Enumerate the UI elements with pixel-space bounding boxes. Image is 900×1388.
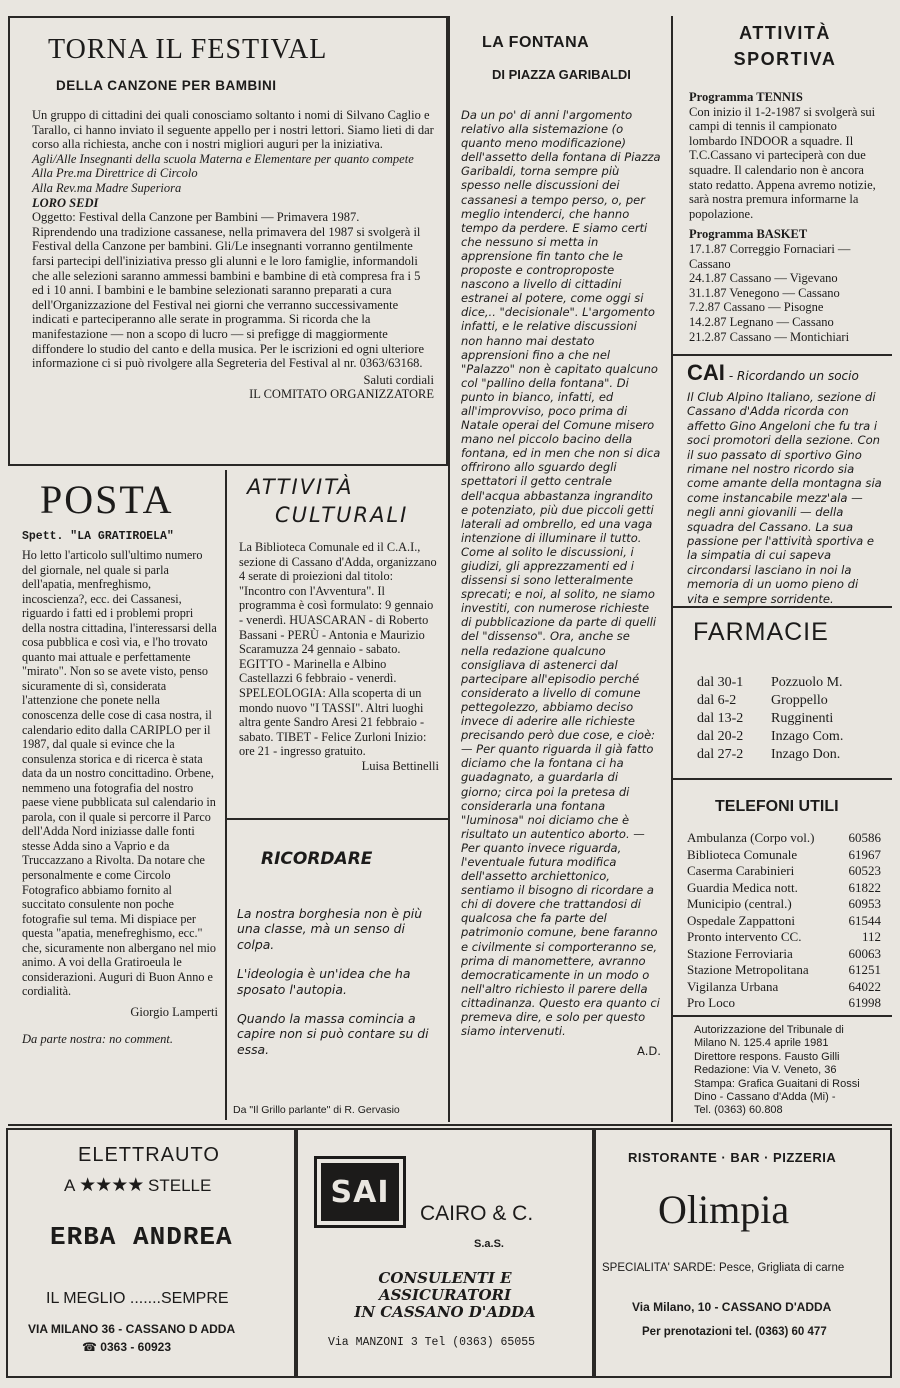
fontana-signature: A.D.	[636, 1044, 661, 1059]
elettrauto-stars-line: A ★★★★ STELLE	[64, 1175, 212, 1196]
festival-intro: Un gruppo di cittadini dei quali conosciamo soltanto i nomi di Silvano Caglio e Tarallo, ci hanno inviato il seguente appello per i nostri lettori. Siamo lieti di dar corso alla richiesta, anche con i nostri migliori auguri per la iniziativa.	[32, 108, 434, 152]
colophon-line: Redazione: Via V. Veneto, 36	[694, 1064, 837, 1077]
sai-logo: SAI	[314, 1156, 406, 1228]
farmacie-row: dal 6-2 Groppello	[697, 693, 828, 708]
farmacie-row: dal 20-2 Inzago Com.	[697, 729, 844, 744]
cai-section	[675, 358, 890, 606]
ad-elettrauto	[6, 1128, 296, 1378]
telefoni-row: Municipio (central.) 60953	[687, 896, 881, 911]
telefoni-title: TELEFONI UTILI	[715, 798, 839, 815]
cultura-signature: Luisa Bettinelli	[361, 758, 439, 773]
section-rule	[8, 1124, 892, 1126]
olimpia-specialty: SPECIALITA' SARDE: Pesce, Grigliata di carne	[602, 1262, 845, 1274]
festival-article	[8, 16, 448, 466]
basket-match: 24.1.87 Cassano — Vigevano	[689, 271, 838, 286]
posta-signature: Giorgio Lamperti	[130, 1004, 218, 1019]
fontana-title: LA FONTANA	[482, 34, 590, 51]
festival-title: TORNA IL FESTIVAL	[48, 34, 328, 65]
ad-olimpia	[594, 1128, 892, 1378]
elettrauto-name: ERBA ANDREA	[50, 1222, 233, 1252]
cultura-body: La Biblioteca Comunale ed il C.A.I., sezione di Cassano d'Adda, organizzano 4 serate di proiezioni dal titolo: "Incontro con l'Avventura". Il programma è così formulato: 9 gennaio - venerdì. HUASCARAN - di Roberto Bassani - PERÙ - Antonia e Maurizio Scaramuzza 24 gennaio - sabato. EGITTO - Marinella e Albino Castellazzi 6 febbraio - venerdì. SPELEOLOGIA: Alla scoperta di un mondo nuovo "I TASSI". Altri luoghi altra gente Sandro Aresi 21 febbraio - sabato. TIBET - Felice Zurloni Inizio: ore 21 - ingresso gratuito.	[239, 540, 437, 759]
olimpia-booking: Per prenotazioni tel. (0363) 60 477	[642, 1326, 827, 1338]
olimpia-type: RISTORANTE · BAR · PIZZERIA	[628, 1150, 837, 1165]
festival-addressee: LORO SEDI	[32, 195, 99, 210]
column-rule	[448, 16, 450, 1122]
ricordare-title: RICORDARE	[261, 849, 373, 869]
festival-body: Riprendendo una tradizione cassanese, nella primavera del 1987 si svolgerà il Festival della Canzone per bambini. Gli/Le insegnanti vorranno gentilmente farsi partecipi dell'iniziativa presso gli alunni e le loro famiglie, informandoli che alle selezioni saranno ammessi bambini e bambine di età compresa fra i 5 ed i 10 anni. I bambini e le bambine selezionati saranno preparati a cura dell'Organizzazione del Festival nei giorni che verranno successivamente indicati e parteciperanno alle serate in programma. Si ricorda che la manifestazione — non a scopo di lucro — si prefigge di maggiormente diffondere lo studio del canto e della musica. Per le iscrizioni ed ogni ulteriore informazione ci si può rivolgere alla Segreteria del Festival al nr. 0363/63168.	[32, 224, 425, 371]
basket-match: 14.2.87 Legnano — Cassano	[689, 314, 834, 329]
column-rule	[671, 16, 673, 1122]
section-rule	[672, 778, 892, 780]
basket-schedule	[689, 242, 887, 344]
sport-section	[675, 20, 890, 360]
column-rule	[225, 470, 227, 1120]
cultura-article	[229, 470, 445, 815]
posta-reply: Da parte nostra: no comment.	[22, 1031, 174, 1046]
festival-subject: Oggetto: Festival della Canzone per Bambini — Primavera 1987.	[32, 210, 360, 225]
posta-article	[10, 470, 222, 1120]
telefoni-row: Pronto intervento CC. 112	[687, 929, 881, 944]
telefoni-row: Vigilanza Urbana 64022	[687, 978, 881, 994]
telefoni-row: Stazione Ferroviaria 60063	[687, 945, 881, 961]
cultura-title-2: CULTURALI	[275, 503, 409, 527]
colophon-line: Stampa: Grafica Guaitani di Rossi	[694, 1077, 860, 1090]
phone-icon: ☎	[82, 1340, 97, 1354]
farmacie-row: dal 13-2 Rugginenti	[697, 711, 834, 726]
olimpia-name: Olimpia	[658, 1187, 790, 1232]
colophon-line: Tel. (0363) 60.808	[694, 1104, 783, 1117]
star-icon: ★★★★	[79, 1175, 144, 1196]
basket-heading: Programma BASKET	[689, 227, 808, 242]
farmacie-row: dal 30-1 Pozzuolo M.	[697, 675, 843, 690]
sai-name: CAIRO & C.	[420, 1202, 534, 1225]
posta-title: POSTA	[40, 477, 174, 522]
festival-addressee: Agli/Alle Insegnanti della scuola Materna e Elementare per quanto compete	[32, 151, 414, 166]
section-rule	[672, 354, 892, 356]
colophon	[694, 1024, 884, 1118]
ricordare-source: Da "Il Grillo parlante" di R. Gervasio	[233, 1104, 400, 1116]
farmacie-title: FARMACIE	[693, 618, 829, 646]
elettrauto-address: VIA MILANO 36 - CASSANO D ADDA	[28, 1322, 236, 1336]
sai-tagline: CONSULENTI E ASSICURATORI IN CASSANO D'ADDA	[354, 1269, 536, 1321]
cai-title: CAI	[687, 360, 725, 385]
section-rule	[226, 818, 448, 820]
colophon-line: Dino - Cassano d'Adda (Mi) -	[694, 1091, 836, 1104]
basket-match: 21.2.87 Cassano — Montichiari	[689, 329, 850, 344]
festival-addressee: Alla Pre.ma Direttrice di Circolo	[32, 166, 198, 181]
sai-sas: S.a.S.	[474, 1238, 504, 1250]
colophon-line: Milano N. 125.4 aprile 1981	[694, 1037, 829, 1050]
olimpia-address: Via Milano, 10 - CASSANO D'ADDA	[632, 1300, 832, 1314]
telefoni-row: Caserma Carabinieri 60523	[687, 863, 881, 878]
section-rule	[672, 1015, 892, 1017]
telefoni-section	[675, 782, 890, 1014]
farmacie-row: dal 27-2 Inzago Don.	[697, 747, 841, 762]
telefoni-row: Ospedale Zappattoni 61544	[687, 912, 881, 928]
elettrauto-phone: ☎ 0363 - 60923	[82, 1340, 172, 1354]
tennis-heading: Programma TENNIS	[689, 90, 803, 104]
basket-match: 17.1.87 Correggio Fornaciari — Cassano	[689, 241, 851, 271]
colophon-line: Autorizzazione del Tribunale di	[694, 1024, 844, 1036]
telefoni-row: Biblioteca Comunale 61967	[687, 846, 881, 862]
telefoni-row: Stazione Metropolitana 61251	[687, 962, 881, 977]
fontana-article	[452, 20, 666, 1120]
telefoni-row: Ambulanza (Corpo vol.) 60586	[687, 830, 881, 845]
section-rule	[672, 606, 892, 608]
fontana-subtitle: DI PIAZZA GARIBALDI	[492, 67, 631, 82]
colophon-line: Direttore respons. Fausto Gilli	[694, 1050, 840, 1063]
telefoni-list	[687, 830, 881, 1012]
telefoni-row: Pro Loco 61998	[687, 995, 881, 1010]
festival-addressee: Alla Rev.ma Madre Superiora	[32, 180, 182, 195]
ricordare-quote: Quando la massa comincia a capire non si può contare su di essa.	[237, 1011, 429, 1057]
cultura-title-1: ATTIVITÀ	[247, 475, 354, 499]
basket-match: 7.2.87 Cassano — Pisogne	[689, 300, 824, 315]
telefoni-row: Guardia Medica nott. 61822	[687, 879, 881, 895]
ricordare-quote: L'ideologia è un'idea che ha sposato l'autopia.	[237, 966, 411, 997]
basket-match: 31.1.87 Venegono — Cassano	[689, 285, 840, 300]
elettrauto-slogan: IL MEGLIO .......SEMPRE	[46, 1290, 229, 1307]
festival-closing: Saluti cordiali	[363, 372, 434, 387]
festival-signature: IL COMITATO ORGANIZZATORE	[249, 387, 434, 402]
ricordare-quote: La nostra borghesia non è più una classe, mà un senso di colpa.	[237, 906, 423, 952]
elettrauto-heading: ELETTRAUTO	[78, 1144, 220, 1166]
sport-title: ATTIVITÀ SPORTIVA	[733, 23, 837, 69]
farmacie-section	[675, 610, 890, 770]
sai-address: Via MANZONI 3 Tel (0363) 65055	[328, 1336, 536, 1349]
farmacie-list	[697, 674, 843, 764]
festival-subtitle: DELLA CANZONE PER BAMBINI	[56, 78, 277, 93]
cai-body: Il Club Alpino Italiano, sezione di Cassano d'Adda ricorda con affetto Gino Angeloni che fu tra i soci promotori della sezione. Con il suo passato di sportivo Gino rimane nel nostro ricordo sia come amante della montagna sia come instancabile mezz'ala — negli anni giovanili — della squadra del Cassano. La sua passione per l'attività sportiva e la simpatia di cui sapeva circondarsi lasciano in noi la memoria di un uomo pieno di vita e sempre sorridente.	[687, 390, 882, 606]
cai-subtitle: - Ricordando un socio	[728, 369, 859, 383]
tennis-body: Con inizio il 1-2-1987 si svolgerà sui campi di tennis il campionato lombardo INDOOR a squadre. Il T.C.Cassano vi parteciperà con due squadre. Il calendario non è ancora stato redatto. Appena avremo notizie, sarà nostra premura informarne la popolazione.	[689, 104, 876, 221]
posta-body: Ho letto l'articolo sull'ultimo numero del giornale, nel quale si parla dell'apatia, menfreghismo, incoscienza?, ecc. dei Cassanesi, riguardo i fatti ed i problemi propri della nostra cittadina, l'interessarsi della cosa pubblica e così via, e l'ho trovato quanto mai attuale e perfettamente "mirato". Non so se avete visto, penso sicuramente di sì, considerata l'attenzione che ponete nella conoscenza delle cose di casa nostra, il calendario edito dalla CARIPLO per il 1987, dal quale si evince che la consulenza storica e di ricerca è stata data da un nostro concittadino. Orbene, nemmeno una fotografia del nostro paese viene pubblicata sul calendario in parola, con il quale si percorre il Parco dell'Adda Nord iniziasse dalle fonti stesse Adda sino a Vaprio e da Truccazzano a Rivolta. Da notare che personalmente e come Circolo Fotografico abbiamo fornito al succitato consulente non poche fotografie sul tema. Mi dispiace per questa "apatia, menefreghismo, ecc." che, sicuramente non albergano nel mio animo. A voi della Gratiroeula le considerazioni. Auguri di Buon Anno e cordialità.	[22, 548, 217, 999]
posta-recipient: Spett. "LA GRATIROELA"	[22, 530, 174, 543]
ad-sai	[296, 1128, 594, 1378]
ricordare-section	[229, 822, 445, 1120]
fontana-body: Da un po' di anni l'argomento relativo alla sistemazione (o quanto meno modificazione) dell'assetto della fontana di Piazza Garibaldi, torna sempre più spesso nelle discussioni dei cassanesi a tempo perso, o, per meglio intenderci, che hanno tempo da perdere. E siamo certi che nessuno si metta in apprensione fin tanto che le proposte e controproposte nascono a livello di cittadini estranei al potere, come oggi si dice,.. "decisionale". L'argomento infatti, e le relative discussioni non hanno mai destato apprensioni fino a che nel "Palazzo" non è capitato qualcuno col "pallino della fontana". Di punto in bianco, infatti, ed all'improvviso, poco prima di Natale operai del Comune misero mano nel piccolo bacino della fontana, ed in men che non si dica offrirono allo sguardo degli spettatori il getto centrale dell'acqua abbastanza ingrandito e potenziato, più due piccoli getti laterali ad ombrello, ed una vaga intenzione di illuminare il tutto. Come al solito le discussioni, i giudizi, gli apprezzamenti ed i dissensi si sono letteralmente sprecati; e noi, al solito, ne siamo investiti, con numerose richieste di pubblicazione da parte di quelli del "dissenso". Ora, anche se nella redazione qualcuno consigliava di astenerci dal partecipare all'episodio perché considerato a livello di comune pettegolezzo, abbiamo deciso invece di aderire alle richieste precisando però due cose, e cioè: — Per quanto riguarda il già fatto diciamo che la fontana ci ha guadagnato, a guardarla di giorno; circa poi la pretesa di considerarla una fontana "luminosa" noi diciamo che è risultato un autentico aborto. — Per quanto invece riguarda, l'eventuale futura modifica dell'assetto archiettonico, sentiamo il bisogno di ricordare a chi di dovere che trattandosi di qualcosa che fa parte del patrimonio comune, bene faranno e civilmente si comporteranno se, prima di manomettere, avranno democraticamente in un modo o nell'altro richiesto il parere della cittadinanza. Questo era quanto ci premeva dire, e solo per questo siamo intervenuti.	[461, 108, 661, 1039]
